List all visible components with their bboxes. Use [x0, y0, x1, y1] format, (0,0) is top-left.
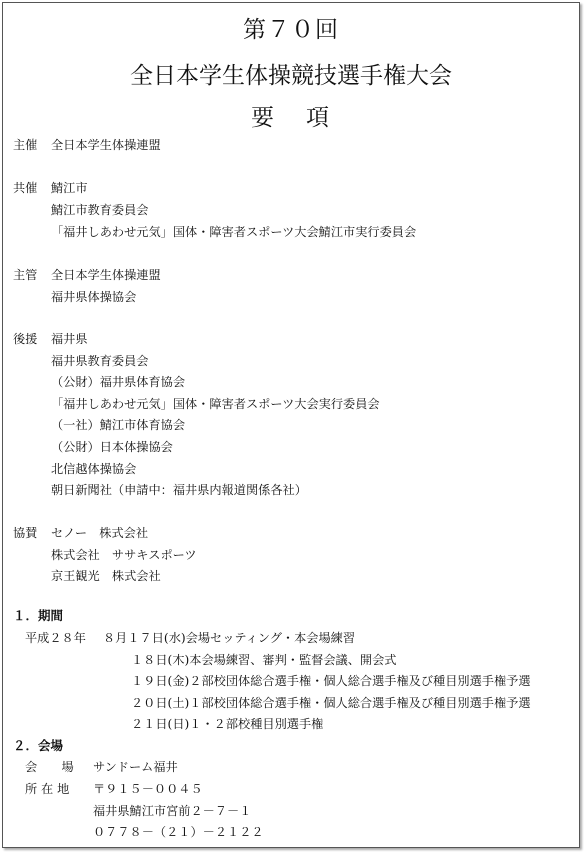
co-organizer-label: 共催 [13, 181, 38, 195]
address-label: 所 在 地 [25, 782, 70, 796]
title-event: 全日本学生体操競技選手権大会 [130, 63, 452, 89]
venue-name: サンドーム福井 [93, 760, 178, 774]
supporter-item: 株式会社 ササキスポーツ [51, 548, 197, 562]
title-outline [3, 99, 579, 132]
supporter-item: セノー 株式会社 [51, 526, 149, 540]
period-day: １９日(金)２部校団体総合選手権・個人総合選手権及び種目別選手権予選 [131, 674, 531, 688]
co-organizer-item: 鯖江市 [51, 181, 88, 195]
sponsor-item: 福井県教育委員会 [51, 354, 149, 368]
host-label: 主管 [13, 268, 38, 282]
title-outline-char1: 要 [251, 105, 276, 131]
organizer-label: 主催 [13, 138, 38, 152]
section-period-heading: １．期間 [13, 608, 64, 623]
co-organizer-item: 鯖江市教育委員会 [51, 203, 149, 217]
period-day: ２１日(日)１・２部校種目別選手権 [131, 717, 324, 731]
sponsor-label: 後援 [13, 332, 38, 346]
venue-phone: ０７７８－（２１）－２１２２ [93, 825, 264, 839]
title-edition: 第７０回 [243, 17, 339, 43]
sponsor-item: （一社）鯖江市体育協会 [51, 418, 186, 432]
period-day: ８月１７日(水)会場セッティング・本会場練習 [103, 631, 356, 645]
host-item: 全日本学生体操連盟 [51, 268, 161, 282]
supporter-item: 京王観光 株式会社 [51, 569, 161, 583]
sponsor-item: （公財）福井県体育協会 [51, 375, 186, 389]
postal-code: 〒９１５－００４５ [93, 782, 203, 796]
sponsor-item: 福井県 [51, 332, 88, 346]
section-venue-heading: ２．会場 [13, 738, 64, 753]
document-page [2, 2, 580, 848]
sponsor-item: 北信越体操協会 [51, 462, 137, 476]
host-item: 福井県体操協会 [51, 290, 137, 304]
period-day: １８日(木)本会場練習、審判・監督会議、開会式 [131, 653, 397, 667]
sponsor-item: 「福井しあわせ元気」国体・障害者スポーツ大会実行委員会 [51, 397, 380, 411]
sponsor-item: （公財）日本体操協会 [51, 440, 173, 454]
venue-label: 会 場 [25, 760, 74, 774]
period-day: ２０日(土)１部校団体総合選手権・個人総合選手権及び種目別選手権予選 [131, 696, 531, 710]
period-year: 平成２８年 [25, 631, 86, 645]
sponsor-item: 朝日新聞社（申請中：福井県内報道関係各社） [51, 483, 307, 497]
title-outline-char2: 項 [306, 105, 331, 131]
supporter-label: 協賛 [13, 526, 38, 540]
organizer-item: 全日本学生体操連盟 [51, 138, 161, 152]
venue-address: 福井県鯖江市宮前２－７－１ [93, 804, 252, 818]
co-organizer-item: 「福井しあわせ元気」国体・障害者スポーツ大会鯖江市実行委員会 [51, 225, 417, 239]
